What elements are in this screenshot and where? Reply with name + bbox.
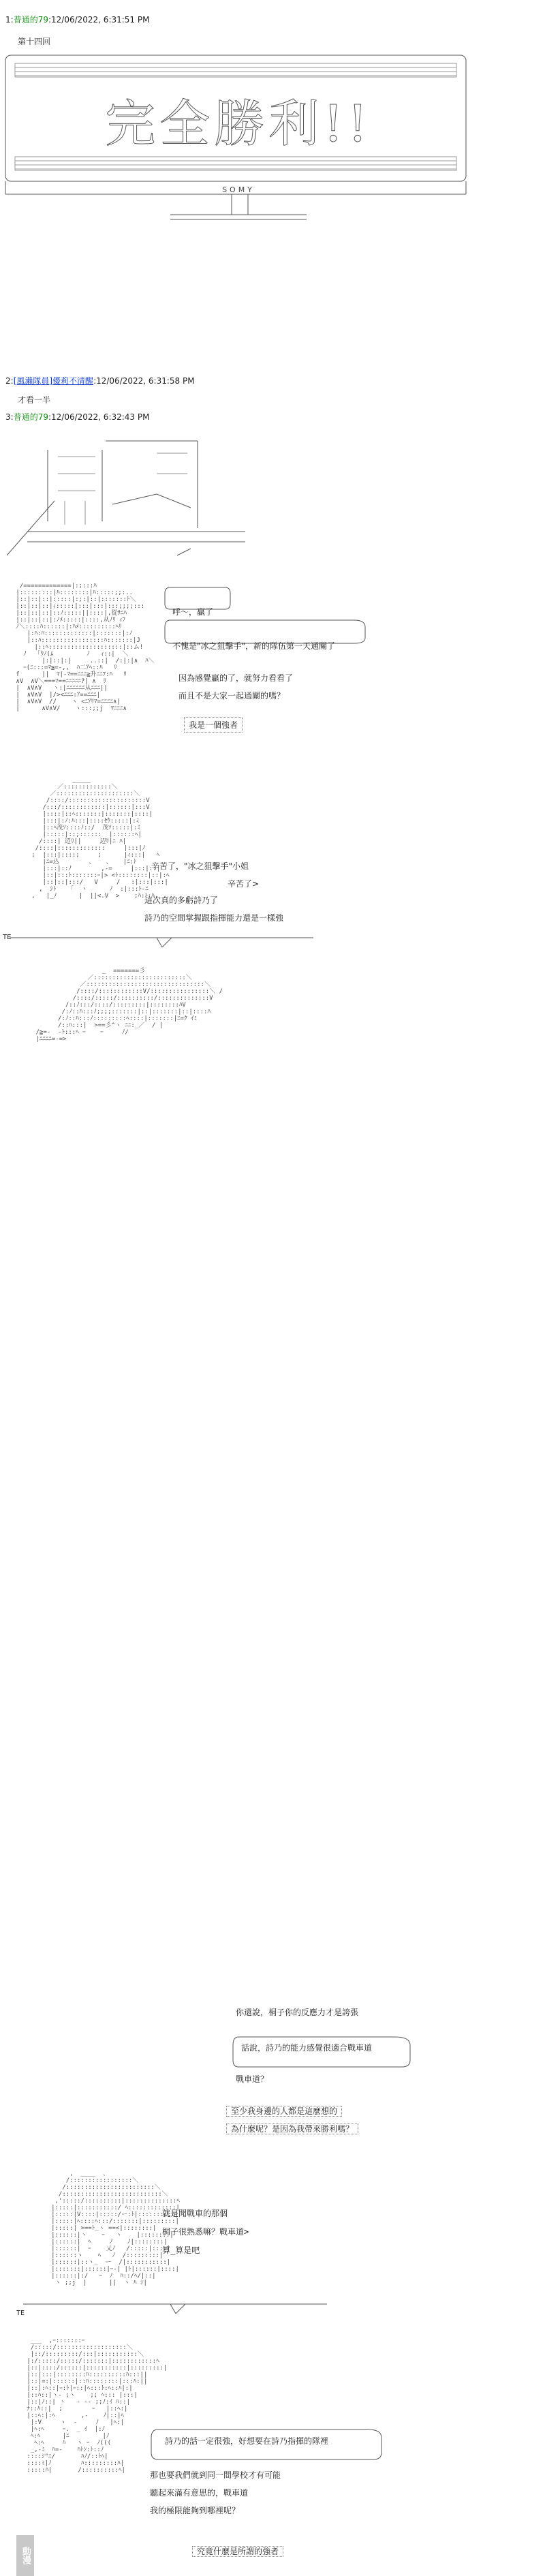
dotted-thought-box: 為什麼呢？是因為我帶來勝利嗎？	[226, 2123, 358, 2134]
speech-line: 桐子很熟悉嘛？戰車道>	[162, 2227, 249, 2237]
post-timestamp: :12/06/2022, 6:32:43 PM	[48, 412, 150, 422]
character-ascii-art-3: _ =======彡 ／:::::::::::::::::::::::::＼ ／::::::::::::::::::::::::::::::::＼ /::::/::::::::::::V/::::::::::::::::＼ / /::::/:::::/::::::::::/::::::::::::::V /::ﾉ:::/::::/:::::::::|::::::::ﾊV /:ﾉ::ﾊ:::ﾉ;;;;:::::::|::|:::::::|::|::::ﾊ /:ﾉ::ﾊ:::ﾉ:::::::::ﾍ::::|:::::::|ﾆ=ｸ ｲﾐ /::ﾊ:::| >==彡^ヽ ﾆﾆ:_／ / | /≧=- -ﾄ:::ﾍ ｰ ｰ ﾉ/ |ﾆﾆﾆﾆ=-=> 你還說，桐子你的反應力才是誇張 話說，詩乃的能力感覺很適合戰車道 戰車道？ 至少我身邊的人都是這麼想的 為什麼呢？是因為我帶來勝利嗎？ , ____ 、 /:::::::::::::::::＼ /::::::::::::::::::::::::＼ /:::::::::::::::::::::::::::＼ ,':::::/::::::::::|::::::::::::::ﾍ |:::::|:::::::::::/ ﾍ:::::::::::::| |:::::|V::::|:::::/ー:ﾄ|::::::::::| |:::::|ﾍ::::ﾍ:::/:::::::|:::::::::| |:::::| >==ﾄ_ヽ ==<|::::::::| |::::::|ヽ ｰ ヽ |::::::::| |::::::| ﾍ ﾉ ﾉ|::::::::| |::::::| ｰ 乂ﾉ /:::::|::::| |::::::ヽ ﾍ ﾉ /:::::::::| |::::::|::ヽ_ ー /|:::::::::::| |:::::::|::::::|ｰ-| |ﾄ|::::::|::::| |::::::|:/ ｰ ﾉ ﾊ::/ﾍ/|::| ヽ ;;j | || ヽ ﾊ ｼ| TE 就是聞戰車的那個 桐子很熟悉嘛？戰車道> 算_算是吧 ___ ,ｰ:::::::ｰ /:::::/:::::::::::::::::::＼ |::/:::::::::/:::|:::::::::::＼ |:/:::::/:::::/:::::::|::::::::::::ﾍ |::|::::/::::::|:::::::::::|:::::::::| |::|:::|::::::::ﾊ::::::::::ﾊ:::|| |::|=:|::::::|::ﾊ::::::::|:::ﾊ:|| |::|:ﾍ::|ｰ:ﾄ|ｰ::|ﾍ:::ﾄ:ﾍ::ﾊ|:| |::ﾊ::|ヽ- ;ヽ ;; ﾍ::: |:::| |::|ﾉ::| ヽ - -- ;;ﾉ:ｲ ﾊ::| ﾅ::ﾊ::| ; ｰ |::ﾍ:| |::ﾍ:|:ﾍ ,- ﾉ|::|ﾍ |:V ヽ - ﾉ |ﾍ:| |ﾍ:ﾍ ｰ. _ ｲ |:ﾉ ﾍ:ﾍ |ﾆ |ﾉ ﾍ:ﾍ ﾊ ヽ ｰ ﾉ((( _,-ﾐ ﾊ=- ﾊﾄｼ:ﾄ::ﾉ ::::ｼ"ﾆ/ ﾊﾉ/::ﾄﾍ| ::::ﾐ|ﾉ ﾊ:::::::::ﾊ| :::::ﾊ| /::::::::::ﾍ| 詩乃的話一定很強，好想要在詩乃指揮的隊裡 那也要我們就到同一間學校才有可能 聽起來滿有意思的，戰車道 我的極限能夠到哪裡呢？ 究竟什麼是所謂的強者 動漫	[14, 968, 223, 1261]
post-timestamp: :12/06/2022, 6:31:51 PM	[48, 15, 150, 25]
panel-tail-label: TE	[16, 2310, 25, 2317]
panel-tail-label: TE	[3, 934, 12, 941]
post-body-2: 才看一半	[18, 395, 51, 405]
post-number: 3	[5, 412, 11, 422]
post-body-1: 第十四回	[18, 37, 51, 46]
speech-line: 辛苦了，"冰之狙擊手"小姐	[151, 861, 249, 871]
monitor-brand: SOMY	[222, 185, 255, 194]
post-number: 2	[5, 376, 11, 386]
speech-line: 呼～，贏了	[172, 607, 214, 617]
character-ascii-art-4: , ____ 、 /:::::::::::::::::＼ /::::::::::::::::::::::::＼ /:::::::::::::::::::::::::::＼ ,':::::/::::::::::|::::::::::::::ﾍ |:::::|:::::::::::/ ﾍ:::::::::::::| |:::::|V::::|:::::/ー:ﾄ|::::::::::| |:::::|ﾍ::::ﾍ:::/:::::::|:::::::::| |:::::| >==ﾄ_ヽ ==<|::::::::| |::::::|ヽ ｰ ヽ |::::::::| |::::::| ﾍ ﾉ ﾉ|::::::::| |::::::| ｰ 乂ﾉ /:::::|::::| |::::::ヽ ﾍ ﾉ /:::::::::| |::::::|::ヽ_ ー /|:::::::::::| |:::::::|::::::|ｰ-| |ﾄ|::::::|::::| |::::::|:/ ｰ ﾉ ﾊ::/ﾍ/|::| ヽ ;;j | || ヽ ﾊ ｼ|	[51, 2171, 180, 2286]
panel-divider-4	[14, 2300, 334, 2317]
character-ascii-art-2: _____ ／:::::::::::::＼ ／:::::::::::::::::::::＼ /::::/:::::::::::::::::::::V /:::/::::::::::::|::::::|:::V |::::|::ﾍ:::::::|:::::::|::::| |:::|:ﾉ:ﾊ:::|::::ｾｳ:::::|:ﾐ |::ﾍ茂ｿ::::ﾉ::/ 茂ｿ:::::|:ﾐ |:::::|::;:::::: |::::::ﾍ| /::::| 辺ﾘ|| 辺ﾘ|ﾆ ﾊ| /::::|::::::::::::: |:::|ﾉ ; |:::|::::; ; |ｨ:::| ﾍ |ﾆ=込 、 、 |ﾆ:ﾄ |:::|::ﾉ ,-= |:::|::| |::|:::ﾄ:::::::ｰ|> <ﾄ::::::::|::|:ﾍ |::|::|:::/ V / :|:::|:::| , ｼﾄ ｢ ヽ ﾉ :|:::ﾄ-ﾆ , |_ﾉ | ||<.V > ;ﾊ:ﾄ:ﾊ.	[31, 777, 170, 900]
building-ascii-art	[0, 433, 259, 562]
speech-line: 辛苦了>	[228, 879, 260, 889]
speech-line: 詩乃的空間掌握跟指揮能力還是一樣強	[144, 913, 284, 923]
speech-line: 這次真的多虧詩乃了	[144, 895, 219, 905]
speech-line: 戰車道？	[236, 2074, 269, 2084]
panel-divider-2	[0, 934, 320, 951]
monitor-title-art: 完全勝利!!	[105, 95, 372, 153]
speech-line: 就是聞戰車的那個	[162, 2209, 228, 2218]
speech-bubble-3	[232, 2036, 416, 2071]
post-header-3: 3:普通的79:12/06/2022, 6:32:43 PM	[5, 412, 150, 422]
speech-line: 聽起來滿有意思的，戰車道	[150, 2488, 249, 2498]
speech-line: 話說，詩乃的能力感覺很適合戰車道	[241, 2043, 373, 2053]
post-author-link[interactable]: [風瀨隊員]優莉不清醒	[13, 376, 94, 386]
speech-line: 詩乃的話一定很強，好想要在詩乃指揮的隊裡	[165, 2436, 329, 2446]
speech-line: 我的極限能夠到哪裡呢？	[150, 2506, 240, 2515]
speech-line: 不愧是"冰之狙擊手"，新的隊伍第一天通關了	[172, 641, 336, 651]
dotted-thought-box: 我是一個強者	[184, 717, 243, 733]
speech-line: 你還說，桐子你的反應力才是誇張	[236, 2008, 359, 2017]
site-watermark: 動漫	[16, 2535, 34, 2576]
character-ascii-art-5: ___ ,ｰ:::::::ｰ /:::::/:::::::::::::::::::＼ |::/:::::::::/:::|:::::::::::＼ |:/:::::/:::::/:::::::|::::::::::::ﾍ |::|::::/::::::|:::::::::::|:::::::::| |::|:::|::::::::ﾊ::::::::::ﾊ:::|| |::|=:|::::::|::ﾊ::::::::|:::ﾊ:|| |::|:ﾍ::|ｰ:ﾄ|ｰ::|ﾍ:::ﾄ:ﾍ::ﾊ|:| |::ﾊ::|ヽ- ;ヽ ;; ﾍ::: |:::| |::|ﾉ::| ヽ - -- ;;ﾉ:ｲ ﾊ::| ﾅ::ﾊ::| ; ｰ |::ﾍ:| |::ﾍ:|:ﾍ ,- ﾉ|::|ﾍ |:V ヽ - ﾉ |ﾍ:| |ﾍ:ﾍ ｰ. _ ｲ |:ﾉ ﾍ:ﾍ |ﾆ |ﾉ ﾍ:ﾍ ﾊ ヽ ｰ ﾉ((( _,-ﾐ ﾊ=- ﾊﾄｼ:ﾄ::ﾉ ::::ｼ"ﾆ/ ﾊﾉ/::ﾄﾍ| ::::ﾐ|ﾉ ﾊ:::::::::ﾊ| :::::ﾊ| /::::::::::ﾍ|	[27, 2337, 168, 2474]
post-header-2: 2:[風瀨隊員]優莉不清醒:12/06/2022, 6:31:58 PM	[5, 376, 195, 386]
post-author-link[interactable]: 普通的79	[13, 15, 48, 25]
post-number: 1	[5, 15, 11, 25]
post-header-1: 1:普通的79:12/06/2022, 6:31:51 PM	[5, 15, 150, 25]
speech-line: 而且不是大家一起通關的嗎？	[178, 691, 285, 701]
dotted-thought-box: 至少我身邊的人都是這麼想的	[226, 2106, 342, 2117]
speech-line: 因為感覺贏的了，就努力看看了	[178, 673, 294, 683]
character-ascii-art-1: /=============|:;:::ﾊ |:::::::::|ﾊ::::::::|ﾊ:::::;;:.. |::|::|::|:::::|:;:|::|:::::::ﾄ＼ |::|::|::|ｨ:::::|:::|:::|:::;;;;::: |::|::|::|::ﾉ:::::||::::|,從ｻﾆﾊ |::|::|::|:ﾉﾒ:::::|::::,从ﾉﾘ ｨﾌ ﾉ＼::::ﾊ::::::|:ﾊﾒ::::::::::ﾍﾘ |:ﾊ:ﾊ:::::::::::::|:::::::|:ﾉ |::ﾊ:::::::::::::::::ﾊ:::::::|J |::ﾍ::::::::::::::::::::|::ム! ﾉ ｢ｳﾉ(ﾑ ﾉ ｨ::| ＼ |:|::|:| ..::| /:|:|∧ ﾊ＼ ｰ(ﾆ:::=ﾏ≦=-,, ﾊ二ｱﾍ::ﾊ ﾘ f || ﾏ|-ﾏ==ﾆﾆﾆ≧升ﾆﾆﾌ:ﾊ ﾘ ∧V ∧V＼===ﾏ==ﾆﾆﾆﾆﾆ?| ∧ ﾘ | ∧V∧V ヽ:|ﾆﾆﾆﾆﾆﾆ从ﾆﾆﾆ|| | ∧V∧V |/><ﾆﾆﾆ:ｱ==ﾆﾆﾆ| | ∧V∧V // ヽ <ﾆｱﾘﾏ=ﾆﾆﾆﾆ∧| | ∧V∧V/ ヽ:::;;j ﾏﾆﾆﾆ∧	[16, 583, 155, 712]
post-author-link[interactable]: 普通的79	[13, 412, 48, 422]
speech-bubble-5	[150, 2428, 388, 2464]
post-timestamp: :12/06/2022, 6:31:58 PM	[93, 376, 195, 386]
speech-line: 那也要我們就到同一間學校才有可能	[150, 2470, 281, 2480]
dotted-thought-box: 究竟什麼是所謂的強者	[192, 2546, 283, 2557]
speech-line: 算_算是吧	[162, 2245, 200, 2255]
